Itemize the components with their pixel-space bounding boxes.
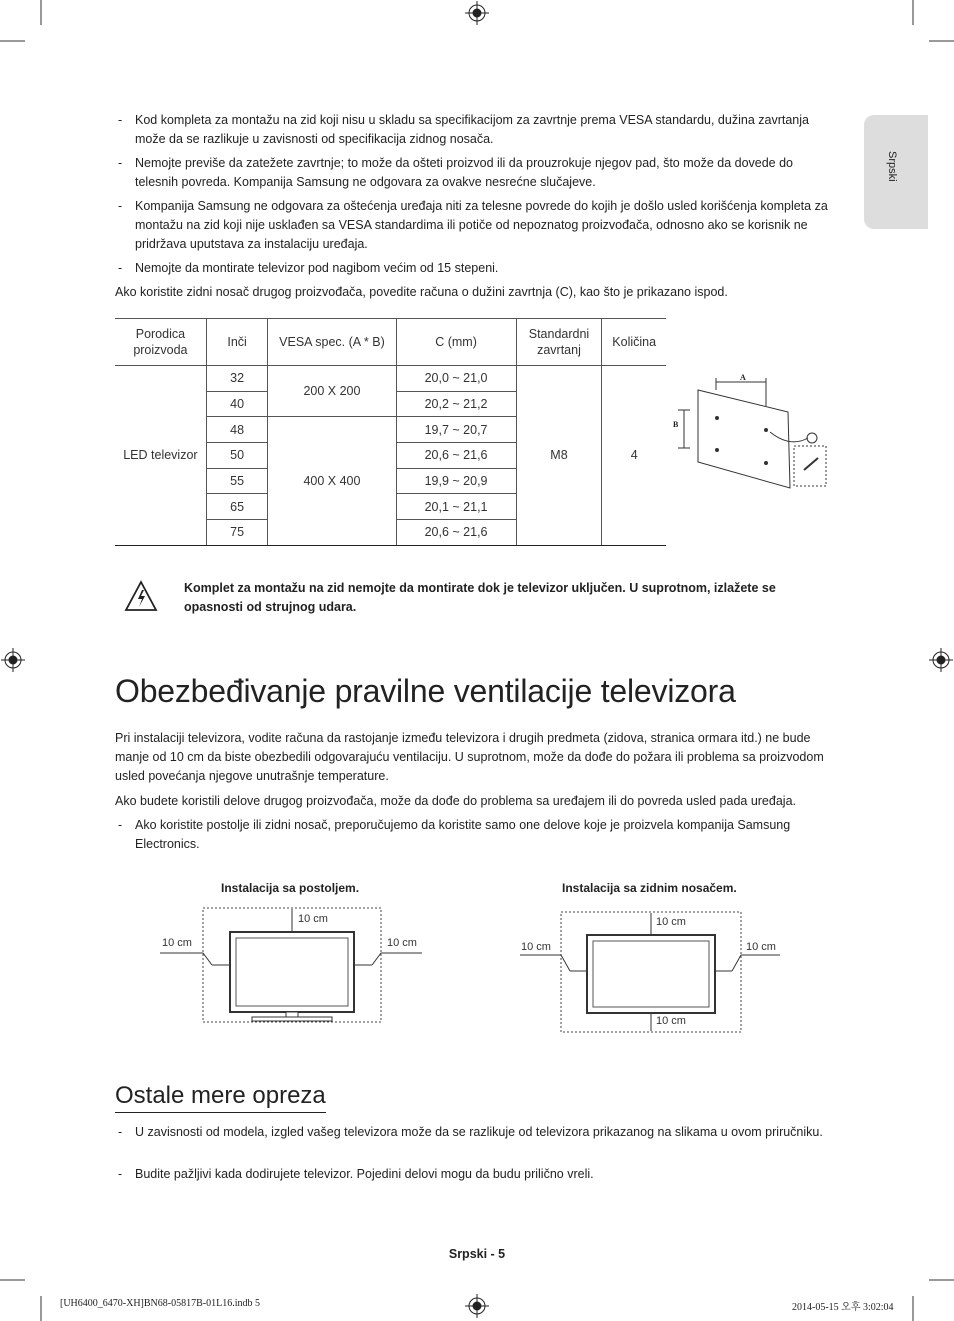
print-slug-right: 2014-05-15 오후 3:02:04 — [792, 1302, 894, 1313]
print-slug-left: [UH6400_6470-XH]BN68-05817B-01L16.indb 5 — [60, 1298, 260, 1309]
section-heading-precautions: Ostale mere opreza — [115, 1082, 326, 1113]
wall-mount-diagram — [670, 370, 835, 495]
cell-vesa: 400 X 400 — [268, 417, 396, 545]
cell-screw: M8 — [516, 366, 602, 546]
cell-c: 20,0 ~ 21,0 — [396, 366, 516, 392]
header-c: C (mm) — [396, 319, 516, 366]
clearance-left-label: 10 cm — [162, 937, 192, 949]
clearance-left-label: 10 cm — [521, 941, 551, 953]
clearance-top-label: 10 cm — [298, 913, 328, 925]
cell-inch: 50 — [206, 443, 268, 469]
header-family: Porodica proizvoda — [115, 319, 206, 366]
side-tab-label: Srpski — [886, 151, 898, 182]
header-screw: Standardni zavrtanj — [516, 319, 602, 366]
cell-inch: 65 — [206, 494, 268, 520]
cell-c: 20,6 ~ 21,6 — [396, 520, 516, 546]
cell-c: 20,6 ~ 21,6 — [396, 443, 516, 469]
table-row — [115, 366, 666, 392]
cell-c: 19,7 ~ 20,7 — [396, 417, 516, 443]
intro-text: Ako koristite zidni nosač drugog proizvođača, povedite računa o dužini zavrtnja (C), kao što je prikazano ispod. — [115, 285, 728, 299]
warning-text: Komplet za montažu na zid nemojte da montirate dok je televizor uključen. U suprotnom, izlažete se opasnosti od strujnog udara. — [184, 581, 776, 614]
bullet-item: - Nemojte previše da zatežete zavrtnje; to može da ošteti proizvod ili da prouzrokuje njegov pad, što može da dovede do telesnih povreda. Kompanija Samsung ne odgovara za ovakve nesrećne slučajeve. — [118, 156, 794, 189]
bullet-item: - Kod kompleta za montažu na zid koji nisu u skladu sa specifikacijom za zavrtnje prema VESA standardu, dužina zavrtanja može da se razlikuje u zavisnosti od specifikacija zidnog nosača. — [118, 113, 809, 146]
cell-family: LED televizor — [115, 366, 206, 546]
clearance-bottom-label: 10 cm — [656, 1015, 686, 1027]
wall-caption: Instalacija sa zidnim nosačem. — [562, 881, 737, 895]
cell-c: 20,1 ~ 21,1 — [396, 494, 516, 520]
cell-vesa: 200 X 200 — [268, 366, 396, 417]
section-heading-ventilation: Obezbeđivanje pravilne ventilacije televizora — [115, 673, 736, 709]
clearance-top-label: 10 cm — [656, 916, 686, 928]
bullet-item: - Ako koristite postolje ili zidni nosač, preporučujemo da koristite samo one delove koje je proizvela kompanija Samsung Electronics. — [118, 818, 791, 851]
stand-installation-diagram — [160, 905, 425, 1025]
header-vesa: VESA spec. (A * B) — [268, 319, 396, 366]
bullet-item: - Budite pažljivi kada dodirujete televizor. Pojedini delovi mogu da budu prilično vreli. — [118, 1167, 594, 1181]
cell-inch: 40 — [206, 391, 268, 417]
clearance-right-label: 10 cm — [746, 941, 776, 953]
cell-inch: 75 — [206, 520, 268, 546]
language-side-tab — [864, 115, 928, 229]
header-quantity: Količina — [602, 319, 666, 366]
cell-c: 19,9 ~ 20,9 — [396, 468, 516, 494]
label-b: B — [673, 420, 679, 429]
page-number: Srpski - 5 — [448, 1247, 506, 1261]
bullet-item: - Nemojte da montirate televizor pod nagibom većim od 15 stepeni. — [118, 261, 499, 275]
header-inch: Inči — [206, 319, 268, 366]
ventilation-paragraph: Pri instalaciji televizora, vodite računa da rastojanje između televizora i drugih predmeta (zidova, stranica ormara itd.) ne bude manje od 10 cm da biste obezbedili odgovarajuću ventilaciju. U suprotnom, može da dođe do požara ili problema sa proizvodom usled povećanja njegove unutrašnje temperature. — [115, 731, 824, 783]
cell-inch: 55 — [206, 468, 268, 494]
clearance-right-label: 10 cm — [387, 937, 417, 949]
wall-installation-diagram — [520, 909, 782, 1034]
cell-inch: 32 — [206, 366, 268, 392]
label-a: A — [740, 373, 746, 382]
cell-c: 20,2 ~ 21,2 — [396, 391, 516, 417]
cell-inch: 48 — [206, 417, 268, 443]
bullet-item: - U zavisnosti od modela, izgled vašeg televizora može da se razlikuje od televizora prikazanog na slikama u ovom priručniku. — [118, 1125, 823, 1139]
bullet-item: - Kompanija Samsung ne odgovara za oštećenja uređaja niti za telesne povrede do kojih je došlo usled korišćenja kompleta za montažu na zid koji nije usklađen sa VESA standardima ili potiče od nepoznatog proizvođača, odnosno ako se korisnik ne pridržava uputstava za instalaciju uređaja. — [118, 199, 828, 251]
cell-quantity: 4 — [602, 366, 666, 546]
electric-shock-warning-icon — [124, 580, 158, 612]
stand-caption: Instalacija sa postoljem. — [221, 881, 360, 895]
ventilation-paragraph: Ako budete koristili delove drugog proizvođača, može da dođe do problema sa uređajem ili do povreda usled pada uređaja. — [115, 794, 796, 808]
vesa-spec-table — [115, 318, 666, 546]
